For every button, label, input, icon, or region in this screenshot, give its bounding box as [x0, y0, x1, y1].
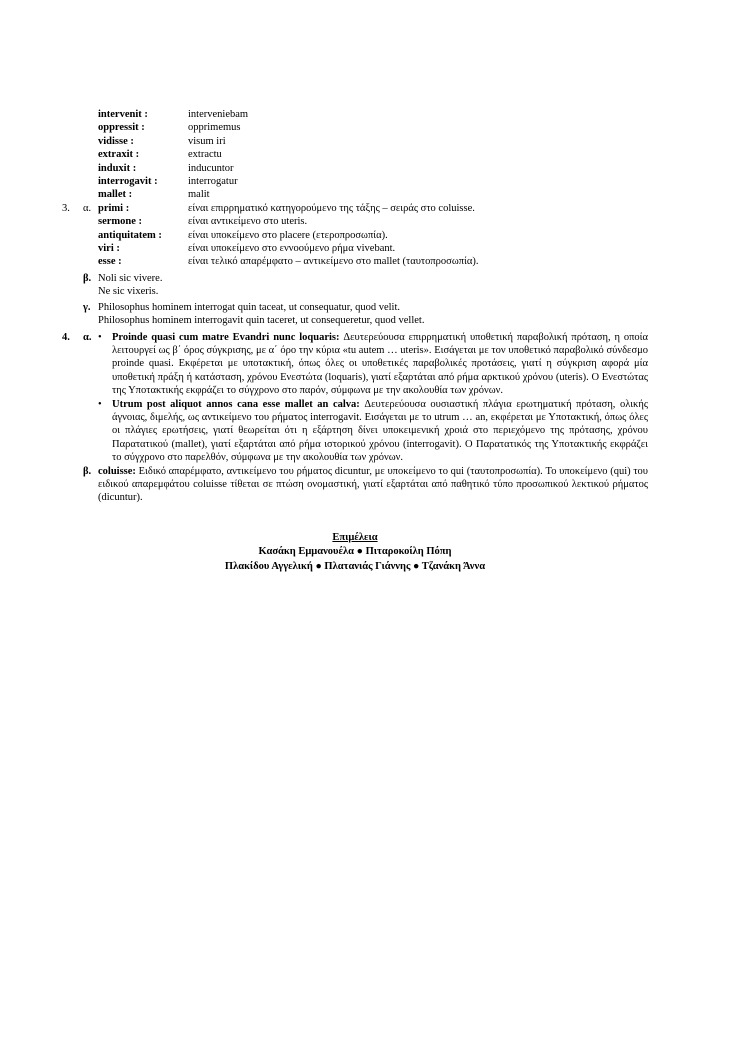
table-row — [62, 162, 648, 175]
row-letter — [83, 162, 98, 175]
table-row — [62, 229, 648, 242]
section-4-alpha-bullet-2 — [62, 398, 648, 465]
gloss-definition: είναι αντικείμενο στο uteris. — [188, 216, 308, 228]
table-row — [62, 188, 648, 201]
item-beta-3 — [62, 272, 648, 299]
table-row — [62, 255, 648, 268]
gloss-term: oppressit : — [98, 122, 145, 134]
spacer-number — [62, 301, 83, 314]
gloss-term: viri : — [98, 243, 120, 255]
row-letter — [83, 255, 98, 268]
bullet-1-body — [112, 331, 648, 398]
table-row — [62, 121, 648, 134]
gloss-term: induxit : — [98, 162, 137, 174]
gloss-definition: extractu — [188, 149, 222, 161]
credits-line-2: Πλακίδου Αγγελική ● Πλατανιάς Γιάννης ● Τζανάκη Άννα — [224, 560, 486, 572]
row-number — [62, 229, 83, 242]
row-letter — [83, 188, 98, 201]
table-row — [62, 202, 648, 215]
section-4-beta-lead: coluisse: — [98, 465, 136, 477]
row-letter — [83, 215, 98, 228]
page-content — [62, 108, 648, 574]
item-beta-3-body — [98, 272, 648, 299]
gloss-term: sermone : — [98, 216, 143, 228]
gloss-table — [62, 108, 648, 269]
table-row — [62, 215, 648, 228]
gloss-definition: interveniebam — [188, 109, 249, 120]
gloss-definition: είναι τελικό απαρέμφατο – αντικείμενο στο mallet (ταυτοπροσωπία). — [188, 256, 479, 268]
gloss-definition: είναι υποκείμενο στο placere (ετεροπροσωπία). — [188, 229, 388, 241]
spacer-number — [62, 465, 83, 478]
row-letter — [83, 121, 98, 134]
row-number — [62, 121, 83, 134]
row-letter — [83, 108, 98, 121]
item-gamma-3 — [62, 301, 648, 328]
row-number — [62, 148, 83, 161]
item-gamma-3-body — [98, 301, 648, 328]
spacer-number — [62, 398, 83, 411]
row-number — [62, 255, 83, 268]
gloss-term: intervenit : — [98, 109, 148, 120]
table-row — [62, 242, 648, 255]
row-number: 3. — [62, 202, 70, 214]
credits-line-1: Κασάκη Εμμανουέλα ● Πιταροκοίλη Πόπη — [258, 546, 452, 558]
gloss-definition: interrogatur — [188, 176, 238, 188]
table-row — [62, 175, 648, 188]
credits-title: Επιμέλεια — [332, 531, 378, 543]
row-letter — [83, 242, 98, 255]
spacer-number — [62, 272, 83, 285]
section-letter-alpha: α. — [83, 331, 92, 343]
bullet-2-text: Δευτερεύουσα ουσιαστική πλάγια ερωτηματική πρόταση, ολικής άγνοιας, διμελής, ως αντικείμενο του ρήματος interrogavit. Εισάγεται με το utrum … an, εκφέρεται με Υποτακτική, όπως όλες οι πλάγιες ερωτήσεις, γιατί θεωρείται ότι η εξάρτηση δίνει υποκειμενική χροιά στο περιεχόμενο της πρότασης, χρόνου Παρατατικού (mallet), γιατί εξαρτάται από ρήμα ιστορικού χρόνου (interrogavit). Ο Παρατατικός της Υποτακτικής εκφράζει το σύγχρονο στο παρελθόν, σύμφωνα με την ακολουθία των χρόνων. — [112, 398, 648, 464]
spacer-letter — [83, 398, 98, 411]
row-number — [62, 242, 83, 255]
row-number — [62, 135, 83, 148]
section-4-beta-letter: β. — [83, 465, 92, 477]
gloss-definition: inducuntor — [188, 162, 234, 174]
row-letter — [83, 148, 98, 161]
gloss-term: primi : — [98, 202, 130, 214]
latin-sentence: Philosophus hominem interrogat quin taceat, ut consequatur, quod velit. — [98, 301, 400, 313]
gloss-definition: opprimemus — [188, 122, 241, 134]
row-number — [62, 175, 83, 188]
row-number — [62, 162, 83, 175]
row-number — [62, 215, 83, 228]
latin-sentence: Ne sic vixeris. — [98, 286, 159, 298]
latin-sentence: Philosophus hominem interrogavit quin taceret, ut consequeretur, quod vellet. — [98, 315, 425, 327]
gloss-term: extraxit : — [98, 149, 140, 161]
gloss-term: interrogavit : — [98, 176, 158, 188]
bullet-1-text: Δευτερεύουσα επιρρηματική υποθετική παραβολική πρόταση, η οποία λειτουργεί ως β΄ όρος σύγκρισης, με α΄ όρο την κύρια «tu autem … uteris». Εισάγεται με τον υποθετικό παραβολικό σύνδεσμο proinde quasi. Εκφέρεται με υποτακτική, όπως όλες οι υποθετικές παραβολικές προτάσεις, γιατί η σύγκριση αφορά μία υποθετική πράξη ή κατάσταση, χρόνου Ενεστώτα (loquaris), γιατί εξαρτάται από ρήμα αρκτικού χρόνου (uteris). Ο Ενεστώτας της Υποτακτικής εκφράζει το σύγχρονο στο παρόν, σύμφωνα με την ακολουθία των χρόνων. — [112, 331, 648, 397]
bullet-2-lead: Utrum post aliquot annos cana esse mallet an calva: — [112, 398, 360, 410]
gloss-definition: είναι επιρρηματικό κατηγορούμενο της τάξης – σειράς στο coluisse. — [188, 202, 475, 214]
table-row — [62, 135, 648, 148]
gloss-term: antiquitatem : — [98, 229, 162, 241]
row-letter — [83, 175, 98, 188]
row-letter — [83, 135, 98, 148]
row-letter — [83, 229, 98, 242]
bullet-icon: • — [98, 331, 102, 343]
bullet-2-body — [112, 398, 648, 465]
section-4-beta-text: Ειδικό απαρέμφατο, αντικείμενο του ρήματος dicuntur, με υποκείμενο το qui (ταυτοπροσωπία). Το υποκείμενο (qui) του ειδικού απαρεμφάτου coluisse τίθεται σε πτώση ονομαστική, γιατί εξαρτάται από παθητικό τύπο προσωπικού λεκτικού ρήματος (dicuntur). — [98, 465, 648, 504]
row-number — [62, 188, 83, 201]
gloss-term: mallet : — [98, 189, 133, 201]
credits-block — [62, 531, 648, 575]
gloss-definition: malit — [188, 189, 210, 201]
gloss-term: vidisse : — [98, 135, 134, 147]
item-letter-beta: β. — [83, 272, 92, 284]
bullet-icon: • — [98, 398, 102, 410]
section-number-4: 4. — [62, 331, 70, 343]
section-4-beta-body — [98, 465, 648, 505]
row-letter: α. — [83, 202, 92, 214]
gloss-term: esse : — [98, 256, 122, 268]
item-letter-gamma: γ. — [83, 301, 91, 313]
section-4-beta — [62, 465, 648, 505]
section-4-alpha-bullet-1 — [62, 331, 648, 398]
gloss-definition: visum iri — [188, 135, 226, 147]
row-number — [62, 108, 83, 121]
gloss-definition: είναι υποκείμενο στο εννοούμενο ρήμα vivebant. — [188, 243, 396, 255]
bullet-1-lead: Proinde quasi cum matre Evandri nunc loquaris: — [112, 331, 340, 343]
table-row — [62, 148, 648, 161]
latin-sentence: Noli sic vivere. — [98, 272, 163, 284]
table-row — [62, 108, 648, 121]
gloss-table-body — [62, 108, 648, 269]
